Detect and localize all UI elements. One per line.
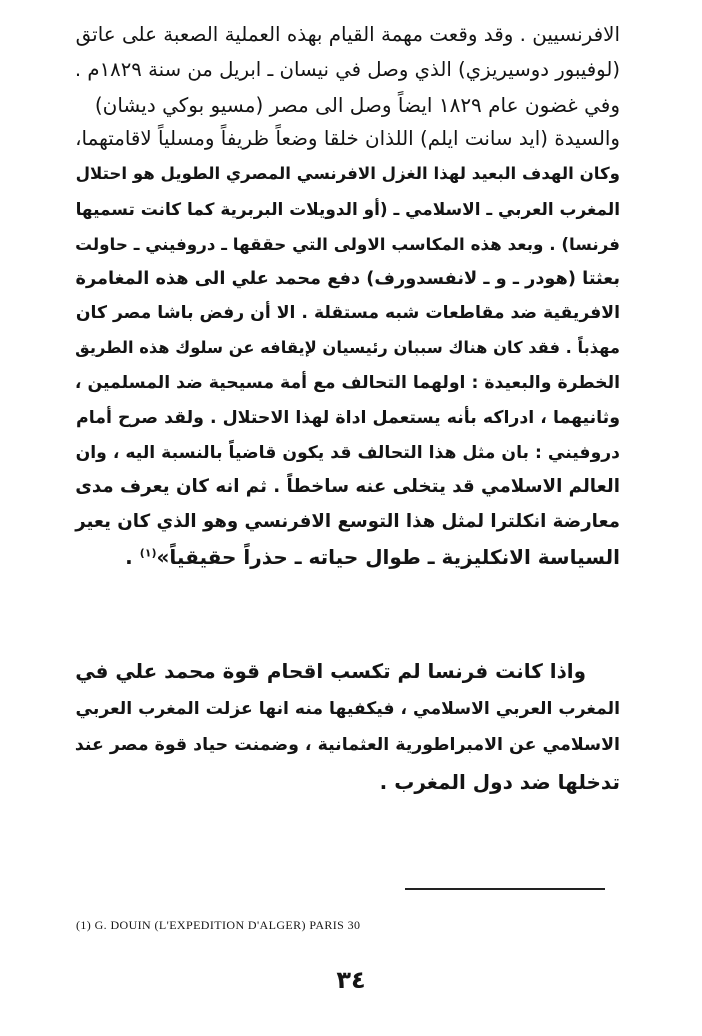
line-text: دروفيني : بان مثل هذا التحالف قد يكون قاضياً بالنسبة اليه ، وان bbox=[75, 442, 620, 463]
text-line bbox=[75, 764, 620, 801]
text-line bbox=[75, 366, 620, 401]
line-tail: . bbox=[125, 544, 140, 569]
text-line bbox=[75, 331, 620, 366]
line-text: (لوفيبور دوسيريزي) الذي وصل في نيسان ـ ابريل من سنة ١٨٢٩م . bbox=[74, 57, 620, 81]
line-text: وثانيهما ، ادراكه بأنه يستعمل اداة لهذا الاحتلال . ولقد صرح أمام bbox=[75, 407, 620, 428]
line-text: تدخلها ضد دول المغرب . bbox=[379, 769, 620, 794]
line-text: الخطرة والبعيدة : اولهما التحالف مع أمة مسيحية ضد المسلمين ، bbox=[74, 372, 620, 393]
text-line bbox=[75, 296, 620, 331]
line-text: والسيدة (ايد سانت ايلم) اللذان خلقا وضعاً ظريفاً ومسلياً لاقامتهما، bbox=[75, 127, 620, 151]
text-line bbox=[75, 192, 620, 227]
text-line bbox=[75, 540, 620, 575]
text-line bbox=[75, 691, 620, 728]
text-line bbox=[75, 505, 620, 540]
paragraph-1 bbox=[75, 18, 620, 575]
line-text: السياسة الانكليزية ـ طوال حياته ـ حذراً حقيقياً» bbox=[156, 544, 620, 569]
page-number: ٣٤ bbox=[336, 966, 366, 994]
footnote-reference: (١) bbox=[139, 546, 157, 560]
text-line bbox=[75, 470, 620, 505]
text-line bbox=[75, 654, 620, 691]
text-line bbox=[75, 401, 620, 436]
text-line bbox=[75, 262, 620, 297]
line-text: واذا كانت فرنسا لم تكسب اقحام قوة محمد علي في bbox=[75, 660, 586, 683]
line-text: بعثتا (هودر ـ و ـ لانفسدورف) دفع محمد علي الى هذه المغامرة bbox=[75, 268, 620, 289]
text-line bbox=[75, 227, 620, 262]
text-line bbox=[75, 122, 620, 157]
text-line bbox=[75, 53, 620, 88]
line-text: العالم الاسلامي قد يتخلى عنه ساخطاً . ثم انه كان يعرف مدى bbox=[75, 476, 620, 498]
footnote-separator bbox=[405, 888, 605, 890]
footnote: (1) G. DOUIN (L'EXPEDITION D'ALGER) PARIS 30 bbox=[76, 918, 361, 932]
line-text: وكان الهدف البعيد لهذا الغزل الافرنسي المصري الطويل هو احتلال bbox=[75, 164, 620, 184]
line-text: الاسلامي عن الامبراطورية العثمانية ، وضمنت حياد قوة مصر عند bbox=[74, 735, 620, 755]
text-line bbox=[75, 18, 620, 53]
line-text: المغرب العربي ـ الاسلامي ـ (أو الدويلات البربرية كما كانت تسميها bbox=[75, 198, 620, 219]
text-line bbox=[75, 727, 620, 764]
line-text: فرنسا) . وبعد هذه المكاسب الاولى التي حققها ـ دروفيني ـ حاولت bbox=[75, 233, 620, 254]
line-text: معارضة انكلترا لمثل هذا التوسع الافرنسي وهو الذي كان يعير bbox=[75, 511, 620, 533]
line-text: وفي غضون عام ١٨٢٩ ايضاً وصل الى مصر (مسيو بوكي ديشان) bbox=[94, 92, 620, 117]
line-text: المغرب العربي الاسلامي ، فيكفيها منه انها عزلت المغرب العربي bbox=[75, 698, 620, 719]
line-text: الافريقية ضد مقاطعات شبه مستقلة . الا أن رفض باشا مصر كان bbox=[75, 303, 620, 324]
text-line bbox=[75, 157, 620, 192]
line-text: الافرنسيين . وقد وقعت مهمة القيام بهذه العملية الصعبة على عاتق bbox=[75, 23, 620, 46]
paragraph-2 bbox=[75, 654, 620, 800]
text-line bbox=[75, 436, 620, 471]
text-line bbox=[75, 88, 620, 123]
line-text: مهذباً . فقد كان هناك سببان رئيسيان لإيقافه عن سلوك هذه الطريق bbox=[75, 338, 620, 358]
